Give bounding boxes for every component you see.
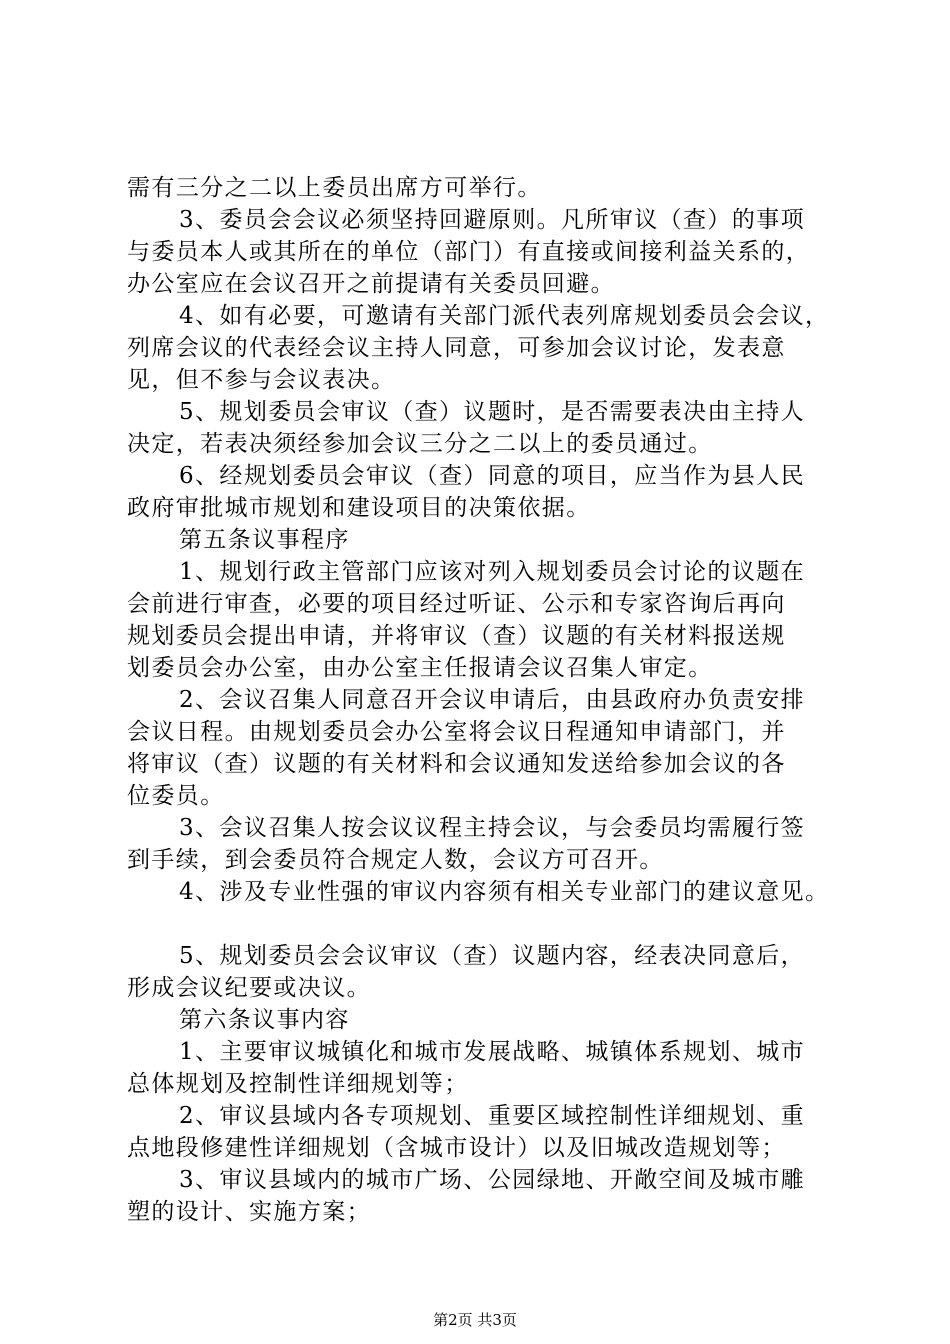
- paragraph-line: 6、经规划委员会审议（查）同意的项目，应当作为县人民: [179, 463, 806, 489]
- paragraph-line: 将审议（查）议题的有关材料和会议通知发送给参加会议的各: [127, 751, 786, 777]
- blank-line: [127, 908, 837, 940]
- paragraph-line: 见，但不参与会议表决。: [127, 367, 396, 393]
- paragraph-line: 第六条议事内容: [179, 1007, 350, 1033]
- paragraph-line: 办公室应在会议召开之前提请有关委员回避。: [127, 271, 615, 297]
- paragraph-line: 规划委员会提出申请，并将审议（查）议题的有关材料报送规: [127, 623, 786, 649]
- paragraph-line: 3、会议召集人按会议议程主持会议，与会委员均需履行签: [179, 815, 806, 841]
- paragraph-line: 3、审议县域内的城市广场、公园绿地、开敞空间及城市雕: [179, 1167, 806, 1193]
- paragraph-line: 形成会议纪要或决议。: [127, 975, 371, 1001]
- paragraph-line: 点地段修建性详细规划（含城市设计）以及旧城改造规划等；: [127, 1135, 786, 1161]
- paragraph-line: 列席会议的代表经会议主持人同意，可参加会议讨论，发表意: [127, 335, 786, 361]
- paragraph-line: 塑的设计、实施方案；: [127, 1199, 371, 1225]
- paragraph-line: 2、审议县域内各专项规划、重要区域控制性详细规划、重: [179, 1103, 806, 1129]
- paragraph-line: 位委员。: [127, 783, 225, 809]
- paragraph-line: 与委员本人或其所在的单位（部门）有直接或间接利益关系的，: [127, 239, 811, 265]
- paragraph-line: 1、主要审议城镇化和城市发展战略、城镇体系规划、城市: [179, 1039, 806, 1065]
- paragraph-line: 3、委员会会议必须坚持回避原则。凡所审议（查）的事项: [179, 207, 806, 233]
- paragraph-line: 4、如有必要，可邀请有关部门派代表列席规划委员会会议，: [179, 303, 830, 329]
- paragraph-line: 政府审批城市规划和建设项目的决策依据。: [127, 495, 591, 521]
- paragraph-line: 1、规划行政主管部门应该对列入规划委员会讨论的议题在: [179, 559, 806, 585]
- paragraph-line: 4、涉及专业性强的审议内容须有相关专业部门的建议意见。: [179, 879, 830, 905]
- paragraph-line: 到手续，到会委员符合规定人数，会议方可召开。: [127, 847, 664, 873]
- paragraph-line: 2、会议召集人同意召开会议申请后，由县政府办负责安排: [179, 687, 806, 713]
- paragraph-line: 总体规划及控制性详细规划等；: [127, 1071, 469, 1097]
- paragraph-line: 划委员会办公室，由办公室主任报请会议召集人审定。: [127, 655, 713, 681]
- paragraph-line: 决定，若表决须经参加会议三分之二以上的委员通过。: [127, 431, 713, 457]
- paragraph-line: 第五条议事程序: [179, 527, 350, 553]
- document-body: [127, 172, 837, 1228]
- paragraph-line: 5、规划委员会会议审议（查）议题内容，经表决同意后，: [179, 943, 806, 969]
- page-footer: 第2页 共3页: [433, 1311, 517, 1329]
- paragraph-line: 5、规划委员会审议（查）议题时，是否需要表决由主持人: [179, 399, 806, 425]
- paragraph-line: 会议日程。由规划委员会办公室将会议日程通知申请部门，并: [127, 719, 786, 745]
- paragraph-line: 会前进行审查，必要的项目经过听证、公示和专家咨询后再向: [127, 591, 786, 617]
- paragraph-line: 需有三分之二以上委员出席方可举行。: [127, 175, 542, 201]
